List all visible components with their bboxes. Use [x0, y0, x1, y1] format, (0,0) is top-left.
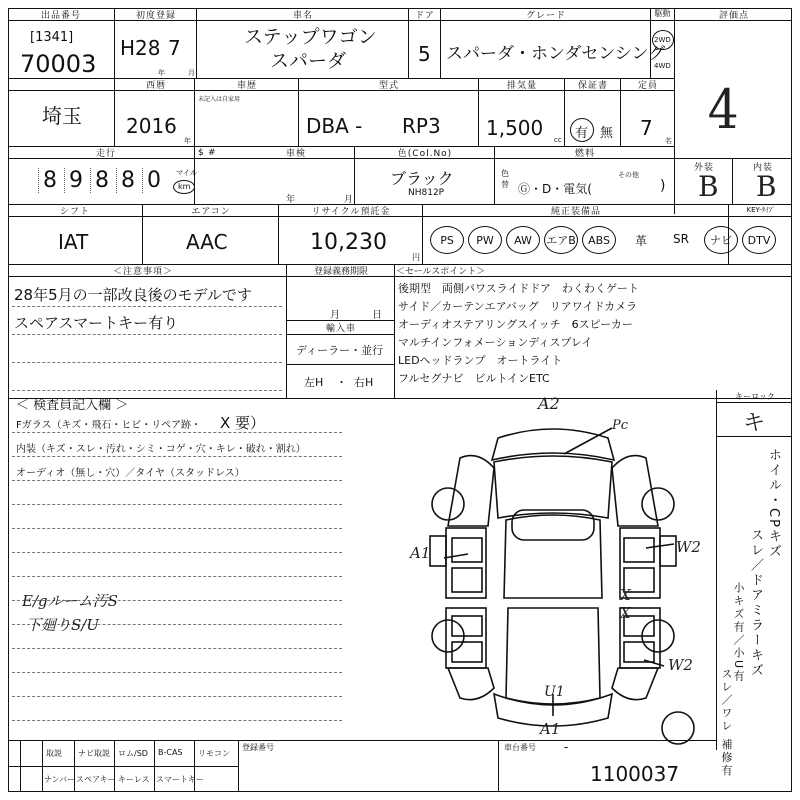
mileage-digit: 8 [90, 168, 113, 193]
note-2: スペアスマートキー有り [14, 314, 179, 332]
equipment-circle: ABS [582, 226, 616, 254]
header-mileage: 走行 [95, 149, 116, 159]
sales-points-list [398, 280, 639, 388]
diagram-mark-a1-left: A1 [410, 544, 431, 562]
bottom-label-manual: 取説 [46, 749, 62, 758]
registration-dot: ・ [336, 376, 347, 389]
header-warranty: 保証書 [577, 81, 608, 91]
diagram-mark-a2: A2 [538, 394, 560, 413]
lot-number: 70003 [20, 50, 97, 78]
inspector-hand-1: E/gルーム汚S [22, 592, 118, 610]
header-shift: シフト [59, 207, 90, 217]
region-year: 2016 [126, 114, 177, 138]
fuel-options: Ⓖ・D・電気( [518, 182, 592, 196]
diagram-mark-pc: Pc [612, 418, 629, 433]
header-frame-no: 車台番号 [504, 743, 536, 752]
drive-4wd: 4WD [654, 62, 671, 70]
mileage-digits [38, 168, 168, 198]
inspector-glass: Fガラス（キズ・飛石・ヒビ・リペア跡・ [16, 420, 202, 431]
right-note-4: スレ／ワレ 補修有 [720, 668, 733, 778]
exterior-grade: B [698, 170, 719, 203]
equipment-circle: ナビ [704, 226, 738, 254]
interior-grade: B [756, 170, 777, 203]
header-key-lock: キーロック [735, 392, 775, 401]
shift-value: IAT [58, 230, 89, 254]
note-1: 28年5月の一部改良後のモデルです [14, 286, 252, 304]
spec-prefix: DBA - [306, 114, 363, 138]
header-fuel: 燃料 [574, 149, 595, 159]
mileage-mark: # [208, 148, 216, 158]
recycle-yen: 円 [412, 253, 420, 262]
region-year-unit: 年 [184, 137, 191, 145]
color-change-label: 色替 [501, 169, 509, 189]
frame-number: 1100037 [590, 762, 680, 786]
header-color: 色(Col.No) [397, 149, 453, 159]
bottom-label-rom-sd: ロム/SD [118, 749, 148, 758]
recycle-value: 10,230 [310, 230, 387, 255]
spec-model: RP3 [402, 114, 441, 138]
header-drive: 駆動 [654, 9, 671, 18]
equipment-circle: PW [468, 226, 502, 254]
header-capacity: 定員 [637, 81, 658, 91]
registration-day: 日 [372, 310, 382, 321]
right-note-3: 小キズ有／小U有 [732, 582, 745, 684]
key-lock-mark: キ [743, 411, 766, 436]
color-code: NH812P [408, 188, 445, 198]
aircon-value: AAC [186, 230, 228, 254]
header-aircon: エアコン [191, 207, 231, 217]
lot-bracket: [1341] [30, 30, 74, 45]
sales-point: オーディオステアリングスイッチ 6スピーカー [398, 318, 633, 331]
header-registration-no: 登録番号 [242, 743, 274, 752]
header-car-name: 車名 [292, 11, 313, 21]
header-lot-no: 出品番号 [40, 11, 81, 21]
header-key-type: KEY-ﾀｲﾌﾟ [746, 206, 776, 214]
equipment-row [426, 226, 792, 260]
bottom-label-remote: リモコン [198, 749, 230, 758]
mileage-dollar: $ [198, 148, 204, 158]
bottom-label-bcas: B-CAS [158, 748, 183, 757]
bottom-label-smart-key: スマートキー [156, 775, 204, 784]
diagram-mark-a1-bottom: A1 [540, 720, 561, 738]
region-prefecture: 埼玉 [42, 104, 82, 128]
first-reg-era-year: H28 [120, 36, 161, 60]
header-grade: グレード [525, 11, 566, 21]
fuel-close: ) [660, 178, 666, 194]
header-displacement: 排気量 [506, 81, 537, 91]
auction-sheet [8, 8, 792, 792]
registration-dealer: ディーラー・並行 [296, 344, 384, 357]
right-note-2: スレ／ドアミラーキズ [748, 528, 763, 678]
equipment-circle: PS [430, 226, 464, 254]
diagram-mark-w2-bottom: W2 [668, 656, 693, 674]
right-note-1: ホイル・CPキズ [766, 448, 781, 559]
spec-capacity-unit: 名 [665, 137, 672, 145]
mileage-mile-label: マイル [176, 169, 197, 177]
score-value: 4 [707, 78, 739, 141]
history-note: 未記入は自家用 [198, 96, 241, 103]
sales-point: マルチインフォメーションディスプレイ [398, 336, 593, 349]
header-sales-points: ＜セールスポイント＞ [396, 267, 486, 277]
car-doors: 5 [418, 42, 431, 66]
header-door: ドア [415, 11, 435, 21]
header-shaken: 車検 [285, 149, 306, 159]
inspector-glass-mark: X 要） [220, 414, 266, 432]
frame-prefix: - [564, 740, 569, 754]
car-name-line2: スパーダ [270, 50, 347, 72]
fuel-other: その他 [618, 171, 639, 179]
header-exterior: 外装 [693, 163, 714, 173]
inspector-hand-2: 下廻りS/U [26, 616, 99, 634]
registration-right: 右H [354, 376, 374, 389]
mileage-digit: 8 [38, 168, 61, 193]
header-first-reg: 初度登録 [135, 11, 176, 21]
header-recycle: リサイクル預託金 [311, 207, 391, 217]
first-reg-year-unit: 年 [158, 69, 165, 77]
shaken-year: 年 [286, 195, 296, 205]
diagram-mark-w2-top: W2 [676, 538, 701, 556]
color-name: ブラック [390, 169, 454, 188]
diagram-mark-x2: X [620, 604, 631, 622]
header-history: 車歴 [236, 81, 257, 91]
mileage-digit: 9 [64, 168, 87, 193]
mileage-km-label: km [178, 182, 191, 191]
header-interior: 内装 [752, 163, 773, 173]
header-score: 評価点 [718, 11, 749, 21]
header-equipment: 純正装備品 [550, 207, 601, 217]
first-reg-month-unit: 月 [188, 69, 195, 77]
diagram-mark-u1: U1 [544, 684, 565, 700]
header-region: 西暦 [145, 81, 166, 91]
equipment-plain: SR [673, 232, 689, 246]
mileage-digit: 0 [142, 168, 165, 193]
bottom-label-nav-manual: ナビ取説 [78, 749, 110, 758]
bottom-label-number: ナンバー [44, 775, 76, 784]
first-reg-month: 7 [168, 36, 181, 60]
spec-cc: cc [554, 136, 562, 144]
car-grade: スパーダ・ホンダセンシング [446, 44, 666, 64]
shaken-month: 月 [344, 195, 354, 205]
mileage-digit: 8 [116, 168, 139, 193]
sales-point: フルセグナビ ビルトインETC [398, 372, 550, 385]
header-registration-deadline: 登録義務期限 [313, 267, 368, 277]
bottom-label-keyless: キーレス [118, 775, 150, 784]
spec-displacement: 1,500 [486, 116, 544, 140]
inspector-audio: オーディオ（無し・穴）／タイヤ（スタッドレス） [16, 468, 245, 479]
sales-point: LEDヘッドランプ オートライト [398, 354, 563, 367]
equipment-circle: エアB [544, 226, 578, 254]
inspector-header: ＜ 検査員記入欄 ＞ [16, 398, 129, 413]
sales-point: 後期型 両側パワスライドドア わくわくゲート [398, 282, 640, 295]
registration-left: 左H [304, 376, 324, 389]
car-name-line1: ステップワゴン [244, 26, 377, 48]
spec-capacity: 7 [640, 116, 653, 140]
header-import: 輸入車 [325, 324, 356, 334]
equipment-circle: DTV [742, 226, 776, 254]
drive-2wd: 2WD [654, 36, 671, 44]
warranty-yes: 有 [575, 126, 589, 141]
bottom-label-spare-key: スペアキー [76, 775, 116, 784]
sales-point: サイド／カーテンエアバッグ リアワイドカメラ [398, 300, 638, 313]
equipment-plain: 革 [634, 234, 647, 248]
warranty-no: 無 [600, 126, 614, 141]
inspector-interior: 内装（キズ・スレ・汚れ・シミ・コゲ・穴・キレ・破れ・割れ） [16, 444, 306, 455]
header-notes: ＜注意事項＞ [112, 267, 173, 277]
registration-month: 月 [330, 310, 340, 321]
equipment-circle: AW [506, 226, 540, 254]
diagram-mark-x1: X [620, 586, 631, 604]
header-model-type: 型式 [378, 81, 399, 91]
